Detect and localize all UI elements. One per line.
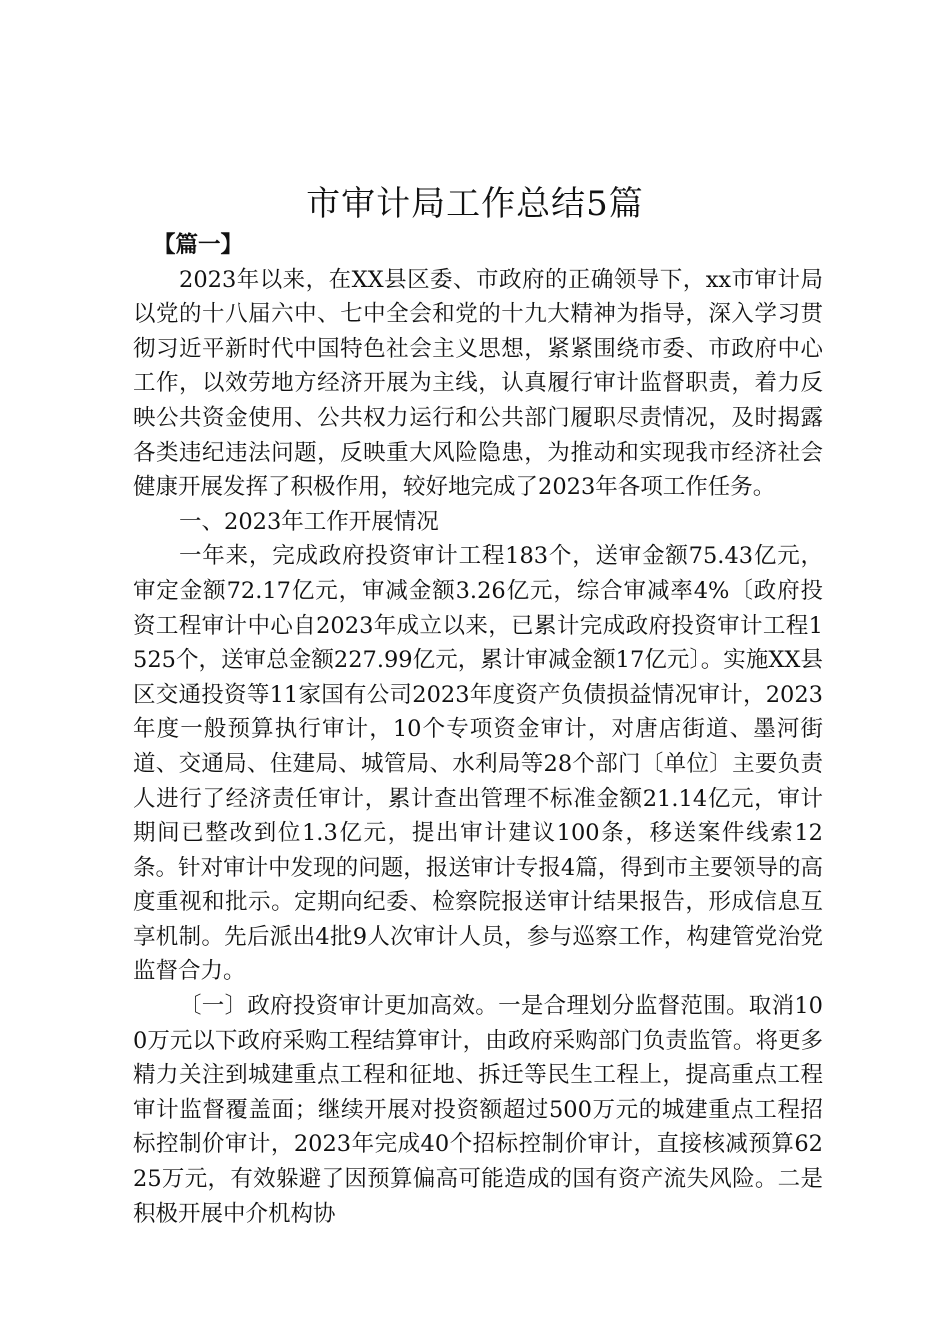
paragraph-intro: 2023年以来，在XX县区委、市政府的正确领导下，xx市审计局以党的十八届六中、七中全会和党的十九大精神为指导，深入学习贯彻习近平新时代中国特色社会主义思想，紧紧围绕市委、市政府中心工作，以效劳地方经济开展为主线，认真履行审计监督职责，着力反映公共资金使用、公共权力运行和公共部门履职尽责情况，及时揭露各类违纪违法问题，反映重大风险隐患，为推动和实现我市经济社会健康开展发挥了积极作用，较好地完成了2023年各项工作任务。 bbox=[133, 266, 823, 501]
paragraph-investment-audit: 〔一〕政府投资审计更加高效。一是合理划分监督范围。取消100万元以下政府采购工程结算审计，由政府采购部门负责监管。将更多精力关注到城建重点工程和征地、拆迁等民生工程上，提高重点工程审计监督覆盖面；继续开展对投资额超过500万元的城建重点工程招标控制价审计，2023年完成40个招标控制价审计，直接核减预算6225万元，有效躲避了因预算偏高可能造成的国有资产流失风险。二是积极开展中介机构协 bbox=[133, 993, 823, 1227]
paragraph-summary: 一年来，完成政府投资审计工程183个，送审金额75.43亿元，审定金额72.17亿元，审减金额3.26亿元，综合审减率4%〔政府投资工程审计中心自2023年成立以来，已累计完成政府投资审计工程1525个，送审总金额227.99亿元，累计审减金额17亿元〕。实施XX县区交通投资等11家国有公司2023年度资产负债损益情况审计，2023年度一般预算执行审计，10个专项资金审计，对唐店街道、墨河街道、交通局、住建局、城管局、水利局等28个部门〔单位〕主要负责人进行了经济责任审计，累计查出管理不标准金额21.14亿元，审计期间已整改到位1.3亿元，提出审计建议100条，移送案件线索12条。针对审计中发现的问题，报送审计专报4篇，得到市主要领导的高度重视和批示。定期向纪委、检察院报送审计结果报告，形成信息互享机制。先后派出4批9人次审计人员，参与巡察工作，构建管党治党监督合力。 bbox=[133, 543, 823, 985]
section-label: 【篇一】 bbox=[153, 232, 244, 258]
document-body bbox=[133, 228, 823, 1231]
document-title: 市审计局工作总结5篇 bbox=[306, 184, 644, 224]
section-heading: 一、2023年工作开展情况 bbox=[179, 508, 439, 535]
